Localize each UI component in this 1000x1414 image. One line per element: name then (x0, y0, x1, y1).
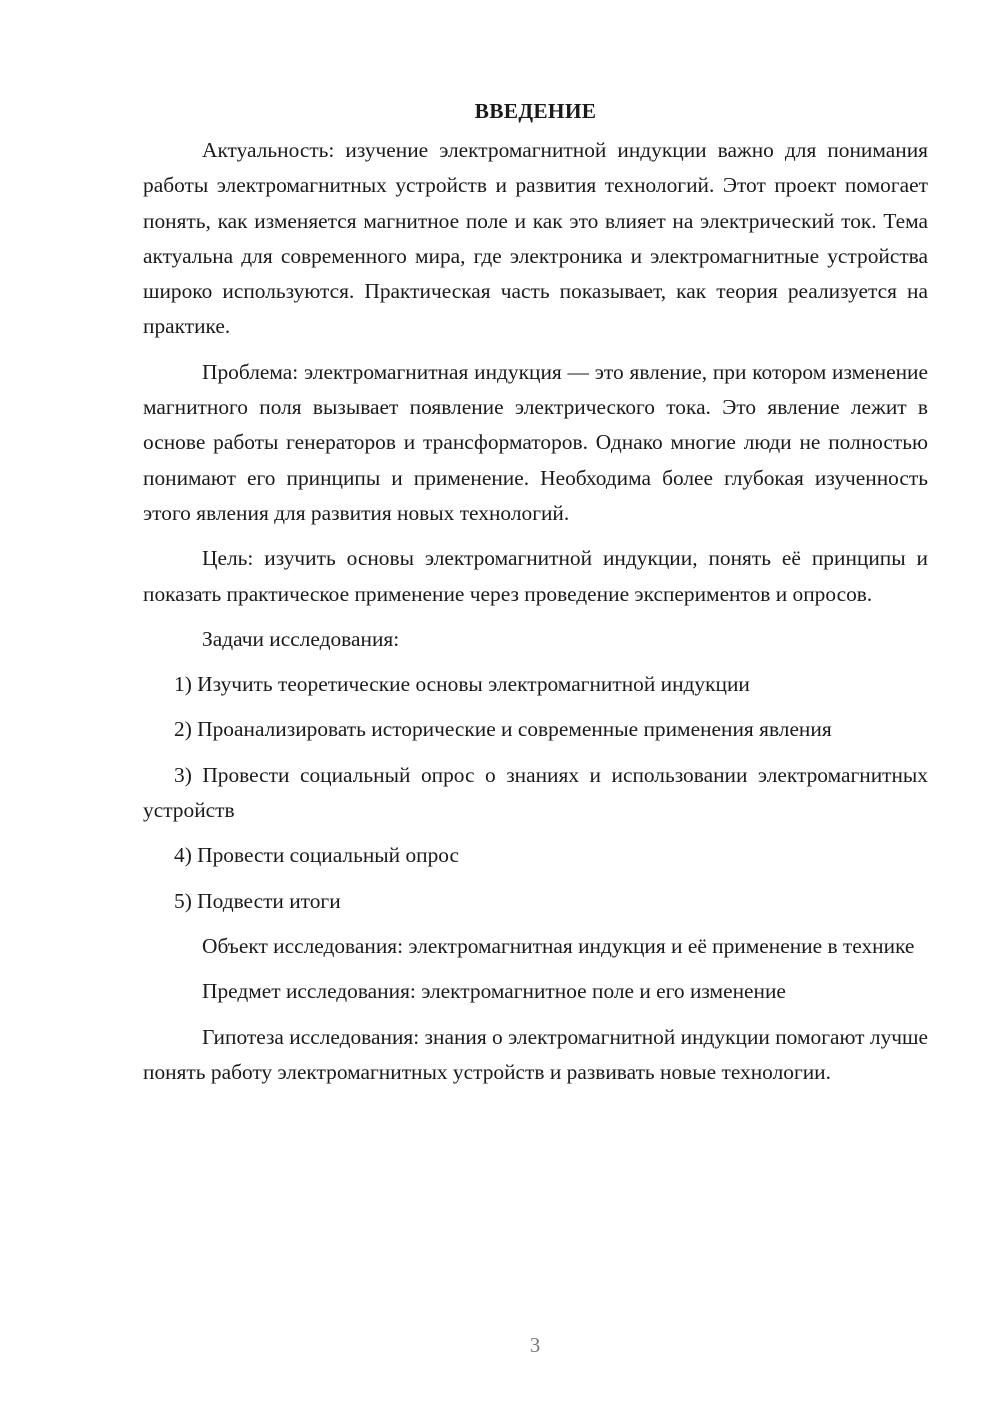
task-item-1: 1) Изучить теоретические основы электромагнитной индукции (174, 672, 750, 697)
hypothesis-paragraph: Гипотеза исследования: знания о электромагнитной индукции помогают лучше понять работу электромагнитных устройств и развивать новые технологии. (143, 1024, 928, 1084)
task-item-2: 2) Проанализировать исторические и современные применения явления (174, 717, 832, 742)
tasks-title: Задачи исследования: (202, 626, 400, 651)
relevance-paragraph: Актуальность: изучение электромагнитной индукции важно для понимания работы электромагнитных устройств и развития технологий. Этот проект помогает понять, как изменяется магнитное поле и как это влияет на электрический ток. Тема актуальна для современного мира, где электроника и электромагнитные устройства широко используются. Практическая часть показывает, как теория реализуется на практике. (143, 138, 928, 339)
task-item-4: 4) Провести социальный опрос (174, 843, 460, 868)
goal-paragraph: Цель: изучить основы электромагнитной индукции, понять её принципы и показать практическое применение через проведение экспериментов и опросов. (143, 546, 928, 606)
subject-paragraph: Предмет исследования: электромагнитное поле и его изменение (202, 979, 786, 1004)
object-paragraph: Объект исследования: электромагнитная индукция и её применение в технике (202, 933, 915, 958)
problem-paragraph: Проблема: электромагнитная индукция — это явление, при котором изменение магнитного поля вызывает появление электрического тока. Это явление лежит в основе работы генераторов и трансформаторов. Однако многие люди не полностью понимают его принципы и применение. Необходима более глубокая изученность этого явления для развития новых технологий. (143, 359, 928, 525)
page-number: 3 (529, 1333, 541, 1357)
document-body (143, 96, 928, 1100)
section-heading: ВВЕДЕНИЕ (474, 99, 597, 123)
task-item-3: 3) Провести социальный опрос о знаниях и использовании электромагнитных устройств (143, 762, 928, 823)
task-item-5: 5) Подвести итоги (174, 888, 341, 913)
